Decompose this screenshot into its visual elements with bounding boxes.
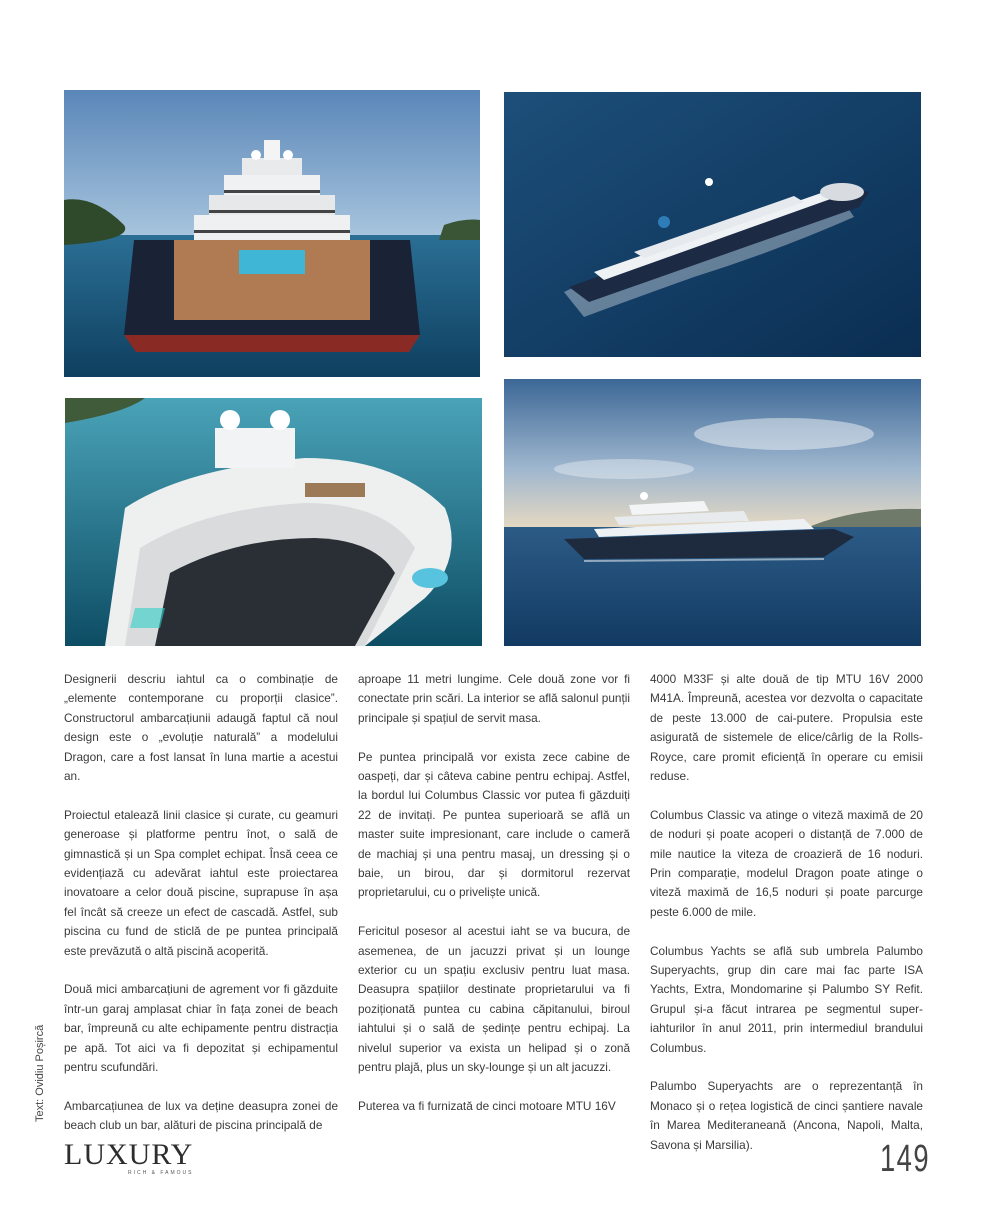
text-column-1	[64, 670, 338, 1136]
paragraph: Fericitul posesor al acestui iaht se va bucura, de asemenea, de un jacuzzi privat și un lounge exterior cu un spațiu exclusiv pentru luat masa. Deasupra spațiilor destinate proprietarului va fi poziționată puntea cu cabina căpitanului, biroul iahtului și o sală de ședințe pentru echipaj. La nivelul superior va exista un helipad și o zonă pentru plajă, plus un sky-lounge și un alt jacuzzi.	[358, 924, 630, 1075]
paragraph: Designerii descriu iahtul ca o combinație de „elemente contemporane cu proporții clasice”. Constructorul ambarcațiunii adaugă faptul că noul design este o „evoluție naturală” a modelului Dragon, care a fost lansat în luna martie a acestui an.	[64, 672, 338, 784]
paragraph: Proiectul etalează linii clasice și curate, cu geamuri generoase și platforme pentru înot, o sală de gimnastică și un Spa complet echipat. Însă ceea ce evidențiază cu adevărat iahtul este proiectarea inovatoare a celor două piscine, suprapuse în așa fel încât să creeze un efect de cascadă. Astfel, sub piscina cu fund de sticlă de pe puntea principală este prevăzută o altă piscină acoperită.	[64, 807, 338, 958]
paragraph: Palumbo Superyachts are o reprezentanță în Monaco și o rețea logistică de cinci șantiere navale în Marea Mediteraneană (Ancona, Napoli, Malta, Savona și Marsilia).	[650, 1079, 923, 1152]
page-number: 149	[880, 1138, 930, 1180]
text-column-3	[650, 670, 923, 1155]
paragraph: Puterea va fi furnizată de cinci motoare MTU 16V	[358, 1098, 616, 1113]
paragraph: 4000 M33F și alte două de tip MTU 16V 2000 M41A. Împreună, acestea vor dezvolta o capacitate de peste 13.000 de cai-putere. Propulsia este asigurată de sistemele de elice/cârlig de la Rolls-Royce, care promit eficiență în operare cu emisii reduse.	[650, 672, 923, 784]
text-column-2	[358, 670, 630, 1116]
author-credit: Text: Ovidiu Poșircă	[34, 1024, 46, 1122]
logo-tagline: RICH & FAMOUS	[128, 1170, 194, 1176]
yacht-aerial-wake-photo	[504, 92, 921, 357]
paragraph: Pe puntea principală vor exista zece cabine de oaspeți, dar și câteva cabine pentru echipaj. Astfel, la bordul lui Columbus Classic vor putea fi găzduiți 22 de invitați. Pe puntea superioară se află un master suite impresionant, care include o cameră de machiaj și una pentru masaj, un dressing și o baie, un birou, dar și dormitorul rezervat proprietarului, cu o priveliște unică.	[358, 749, 630, 900]
yacht-profile-sunset-photo	[504, 379, 921, 646]
yacht-stern-pool-photo	[64, 90, 480, 377]
luxury-logo: LUXURY	[64, 1138, 194, 1171]
paragraph: Ambarcațiunea de lux va deține deasupra zonei de beach club un bar, alături de piscina principală de	[64, 1098, 338, 1133]
paragraph: Columbus Classic va atinge o viteză maximă de 20 de noduri și poate acoperi o distanță de 7.000 de mile nautice la viteza de croazieră de 16 noduri. Prin comparație, modelul Dragon poate atinge o viteză maximă de 16,5 noduri și poate parcurge peste 6.000 de mile.	[650, 807, 923, 919]
paragraph: Columbus Yachts se află sub umbrela Palumbo Superyachts, grup din care mai fac parte ISA Yachts, Extra, Mondomarine și Palumbo SY Refit. Grupul și-a făcut intrarea pe segmentul super-iahturilor în anul 2011, prin intermediul brandului Columbus.	[650, 943, 923, 1055]
yacht-upper-deck-jacuzzi-photo	[65, 398, 482, 646]
paragraph: aproape 11 metri lungime. Cele două zone vor fi conectate prin scări. La interior se află salonul punții principale și spațiul de servit masa.	[358, 672, 630, 725]
paragraph: Două mici ambarcațiuni de agrement vor fi găzduite într-un garaj amplasat chiar în fața zonei de beach bar, împreună cu alte echipamente pentru distracția pe apă. Tot aici va fi depozitat și echipamentul pentru scufundări.	[64, 982, 338, 1075]
